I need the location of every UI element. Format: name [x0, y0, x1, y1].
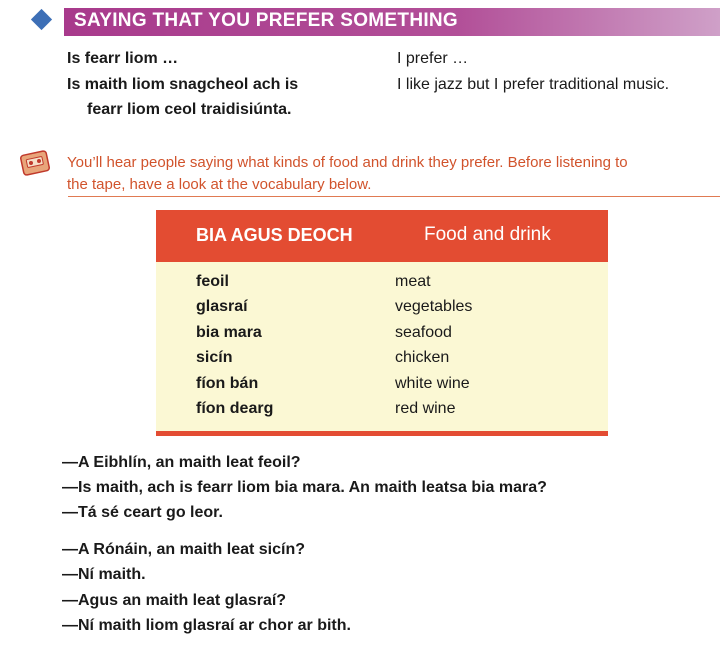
- phrase-irish-2: Is maith liom snagcheol ach is: [67, 76, 299, 93]
- vocab-irish: fíon bán: [196, 375, 259, 392]
- vocabulary-footer-bar: [156, 431, 608, 436]
- cassette-tape-icon: [20, 150, 50, 176]
- section-header: [64, 8, 720, 36]
- instruction-line-2: the tape, have a look at the vocabulary below.: [67, 176, 372, 193]
- section-title: SAYING THAT YOU PREFER SOMETHING: [74, 10, 459, 31]
- vocab-irish: fíon dearg: [196, 400, 274, 417]
- dialogue-line: —Ní maith.: [62, 566, 146, 583]
- vocabulary-title: BIA AGUS DEOCH: [196, 225, 353, 245]
- vocab-english: chicken: [395, 349, 450, 366]
- instruction-line-1: You’ll hear people saying what kinds of food and drink they prefer. Before listening to: [67, 154, 628, 171]
- vocab-english: meat: [395, 273, 431, 290]
- dialogue-line: —Agus an maith leat glasraí?: [62, 592, 287, 609]
- vocabulary-header: [156, 210, 608, 262]
- vocabulary-subtitle: Food and drink: [424, 224, 551, 245]
- dialogue-line: —Is maith, ach is fearr liom bia mara. An maith leatsa bia mara?: [62, 479, 547, 496]
- vocab-english: vegetables: [395, 298, 473, 315]
- dialogue-line: —A Eibhlín, an maith leat feoil?: [62, 454, 301, 471]
- dialogue-line: —A Rónáin, an maith leat sicín?: [62, 541, 305, 558]
- dialogue-line: —Tá sé ceart go leor.: [62, 504, 223, 521]
- vocab-irish: glasraí: [196, 298, 248, 315]
- divider: [68, 196, 720, 197]
- vocab-english: red wine: [395, 400, 456, 417]
- vocab-english: seafood: [395, 324, 452, 341]
- phrase-english-2: I like jazz but I prefer traditional music.: [397, 76, 670, 93]
- vocab-irish: feoil: [196, 273, 229, 290]
- phrase-irish-3: fearr liom ceol traidisiúnta.: [87, 101, 292, 118]
- vocab-irish: sicín: [196, 349, 233, 366]
- phrase-english-1: I prefer …: [397, 50, 469, 67]
- vocab-english: white wine: [395, 375, 470, 392]
- phrase-irish-1: Is fearr liom …: [67, 50, 179, 67]
- dialogue-line: —Ní maith liom glasraí ar chor ar bith.: [62, 617, 351, 634]
- vocabulary-box: [156, 210, 608, 436]
- vocab-irish: bia mara: [196, 324, 262, 341]
- diamond-bullet-icon: [31, 9, 52, 30]
